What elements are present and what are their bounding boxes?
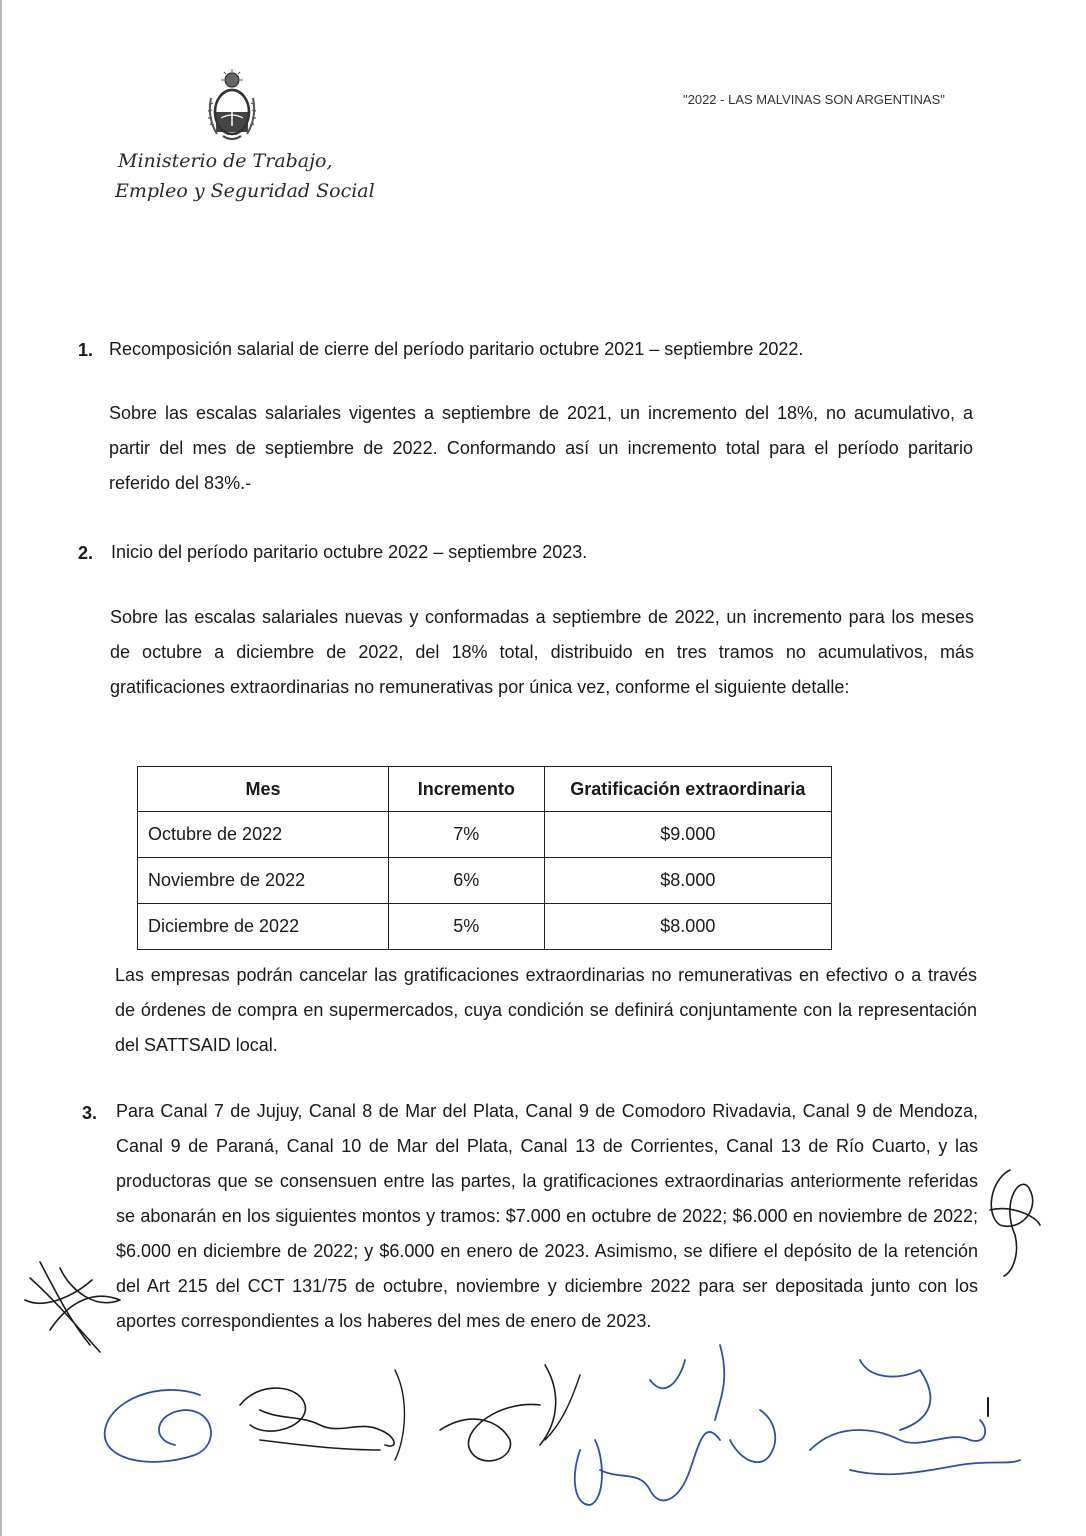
coat-of-arms-icon	[203, 68, 261, 144]
signature-blue-1	[105, 1390, 211, 1462]
cell-bonus: $9.000	[544, 812, 831, 858]
header-bonus: Gratificación extraordinaria	[544, 767, 831, 812]
table-row	[138, 812, 832, 858]
table-row	[138, 904, 832, 950]
ministry-line-2: Empleo y Seguridad Social	[115, 180, 375, 202]
cell-month: Diciembre de 2022	[138, 904, 389, 950]
item-2-payment-note: Las empresas podrán cancelar las gratificaciones extraordinarias no remunerativas en efectivo o a través de órdenes de compra en supermercados, cuya condición se definirá conjuntamente con la representación del SATTSAID local.	[115, 965, 977, 1055]
signature-blue-4	[575, 1345, 724, 1505]
signature-left-margin	[25, 1262, 120, 1352]
cell-increment: 5%	[389, 904, 545, 950]
item-2-text: Sobre las escalas salariales nuevas y conformadas a septiembre de 2022, un incremento para los meses de octubre a diciembre de 2022, del 18% total, distribuido en tres tramos no acumulativos, más gratificaciones extraordinarias no remunerativas por única vez, conforme el siguiente detalle:	[110, 607, 974, 697]
item-2-after-table	[115, 958, 977, 1063]
signature-right-margin	[990, 1170, 1040, 1276]
item-1-text: Sobre las escalas salariales vigentes a septiembre de 2021, un incremento del 18%, no acumulativo, a partir del mes de septiembre de 2022. Conformando así un incremento total para el período paritario referido del 83%.-	[109, 403, 973, 493]
ministry-name	[115, 146, 378, 206]
header-month: Mes	[138, 767, 389, 812]
item-3-text: Para Canal 7 de Jujuy, Canal 8 de Mar del Plata, Canal 9 de Comodoro Rivadavia, Canal 9 de Mendoza, Canal 9 de Paraná, Canal 10 de Mar del Plata, Canal 13 de Corrientes, Canal 13 de Río Cuarto, y las productoras que se consensuen entre las partes, la gratificaciones extraordinarias anteriormente referidas se abonarán en los siguientes montos y tramos: $7.000 en octubre de 2022; $6.000 en noviembre de 2022; $6.000 en diciembre de 2022; y $6.000 en enero de 2023. Asimismo, se difiere el depósito de la retención del Art 215 del CCT 131/75 de octubre, noviembre y diciembre 2022 para ser depositada junto con los aportes correspondientes a los haberes del mes de enero de 2023.	[116, 1101, 978, 1331]
ministry-line-1: Ministerio de Trabajo,	[118, 150, 333, 172]
cell-bonus: $8.000	[544, 904, 831, 950]
item-number-2: 2.	[78, 543, 94, 563]
item-2-paragraph	[110, 600, 974, 705]
item-title-2: Inicio del período paritario octubre 2022 – septiembre 2023.	[111, 542, 588, 562]
scan-edge	[0, 0, 2, 1536]
cell-increment: 6%	[389, 858, 545, 904]
signature-black-3	[440, 1365, 556, 1461]
item-1-paragraph	[109, 396, 973, 501]
item-number-3: 3.	[82, 1103, 98, 1123]
item-3-paragraph	[116, 1094, 978, 1339]
cell-month: Octubre de 2022	[138, 812, 389, 858]
cell-increment: 7%	[389, 812, 545, 858]
cell-bonus: $8.000	[544, 858, 831, 904]
table-header-row	[138, 767, 832, 812]
cell-month: Noviembre de 2022	[138, 858, 389, 904]
increment-table	[137, 766, 832, 950]
item-title-1: Recomposición salarial de cierre del período paritario octubre 2021 – septiembre 2022.	[109, 339, 804, 359]
signature-black-2	[240, 1388, 394, 1450]
header-increment: Incremento	[389, 767, 545, 812]
item-number-1: 1.	[78, 340, 94, 360]
signature-blue-5	[810, 1360, 1020, 1474]
official-motto: "2022 - LAS MALVINAS SON ARGENTINAS"	[683, 92, 945, 107]
table-row	[138, 858, 832, 904]
